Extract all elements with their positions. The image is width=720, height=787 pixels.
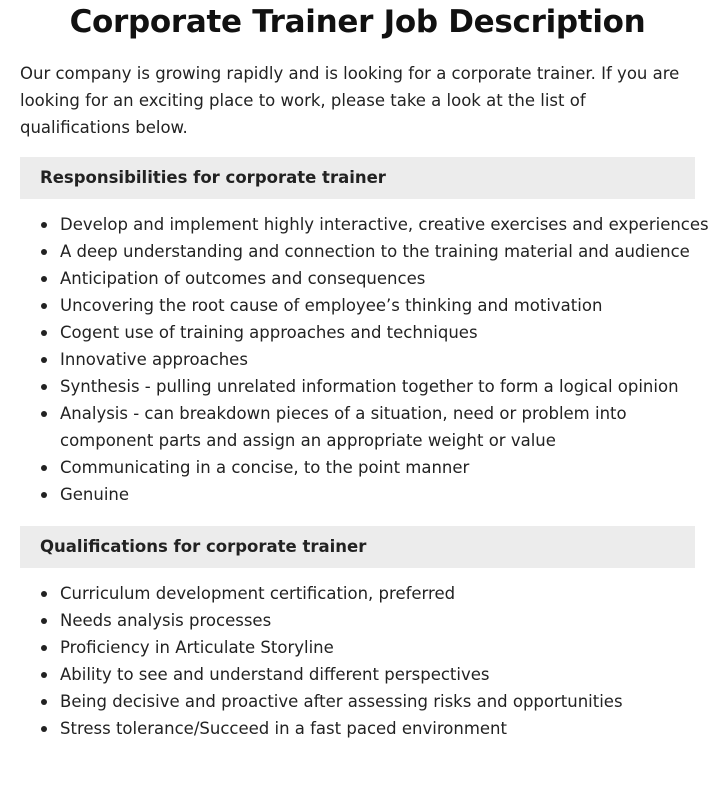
list-item-text: Anticipation of outcomes and consequences [60, 269, 426, 288]
bullet-icon [41, 222, 47, 228]
list-item-text: Ability to see and understand different perspectives [60, 665, 490, 684]
list-item [20, 265, 695, 292]
qualifications-list [20, 580, 695, 742]
list-item-text: Genuine [60, 485, 130, 504]
list-item-text: Communicating in a concise, to the point manner [60, 458, 470, 477]
bullet-icon [41, 411, 47, 417]
list-item [20, 346, 695, 373]
list-item-text: Being decisive and proactive after assessing risks and opportunities [60, 692, 623, 711]
bullet-icon [41, 699, 47, 705]
list-item-text: Analysis - can breakdown pieces of a situation, need or problem into component parts and assign an appropriate weight or value [60, 404, 627, 450]
list-item [20, 634, 695, 661]
list-item-text: Curriculum development certification, preferred [60, 584, 456, 603]
list-item [20, 580, 695, 607]
bullet-icon [41, 465, 47, 471]
bullet-icon [41, 492, 47, 498]
list-item-text: Needs analysis processes [60, 611, 272, 630]
job-description-page [20, 0, 709, 742]
list-item [20, 373, 695, 400]
list-item-text: A deep understanding and connection to the training material and audience [60, 242, 690, 261]
list-item-text: Proficiency in Articulate Storyline [60, 638, 334, 657]
intro-paragraph: Our company is growing rapidly and is looking for a corporate trainer. If you are looking for an exciting place to work, please take a look at the list of qualifications below. [20, 64, 680, 137]
list-item-text: Stress tolerance/Succeed in a fast paced environment [60, 719, 507, 738]
bullet-icon [41, 330, 47, 336]
bullet-icon [41, 276, 47, 282]
list-item [20, 400, 695, 454]
list-item [20, 481, 695, 508]
list-item [20, 238, 695, 265]
list-item-text: Synthesis - pulling unrelated information together to form a logical opinion [60, 377, 679, 396]
list-item [20, 211, 709, 238]
bullet-icon [41, 618, 47, 624]
list-item [20, 607, 695, 634]
qualifications-heading: Qualifications for corporate trainer [20, 526, 695, 568]
bullet-icon [41, 645, 47, 651]
list-item [20, 688, 695, 715]
list-item-text: Innovative approaches [60, 350, 248, 369]
bullet-icon [41, 357, 47, 363]
list-item-text: Uncovering the root cause of employee’s thinking and motivation [60, 296, 603, 315]
list-item [20, 319, 695, 346]
bullet-icon [41, 672, 47, 678]
responsibilities-list [20, 211, 709, 508]
bullet-icon [41, 591, 47, 597]
bullet-icon [41, 384, 47, 390]
list-item [20, 292, 695, 319]
list-item [20, 661, 695, 688]
bullet-icon [41, 249, 47, 255]
responsibilities-heading: Responsibilities for corporate trainer [20, 157, 695, 199]
list-item [20, 715, 695, 742]
list-item-text: Develop and implement highly interactive, creative exercises and experiences [60, 215, 709, 234]
bullet-icon [41, 726, 47, 732]
bullet-icon [41, 303, 47, 309]
list-item-text: Cogent use of training approaches and techniques [60, 323, 478, 342]
list-item [20, 454, 695, 481]
page-title: Corporate Trainer Job Description [69, 4, 646, 40]
